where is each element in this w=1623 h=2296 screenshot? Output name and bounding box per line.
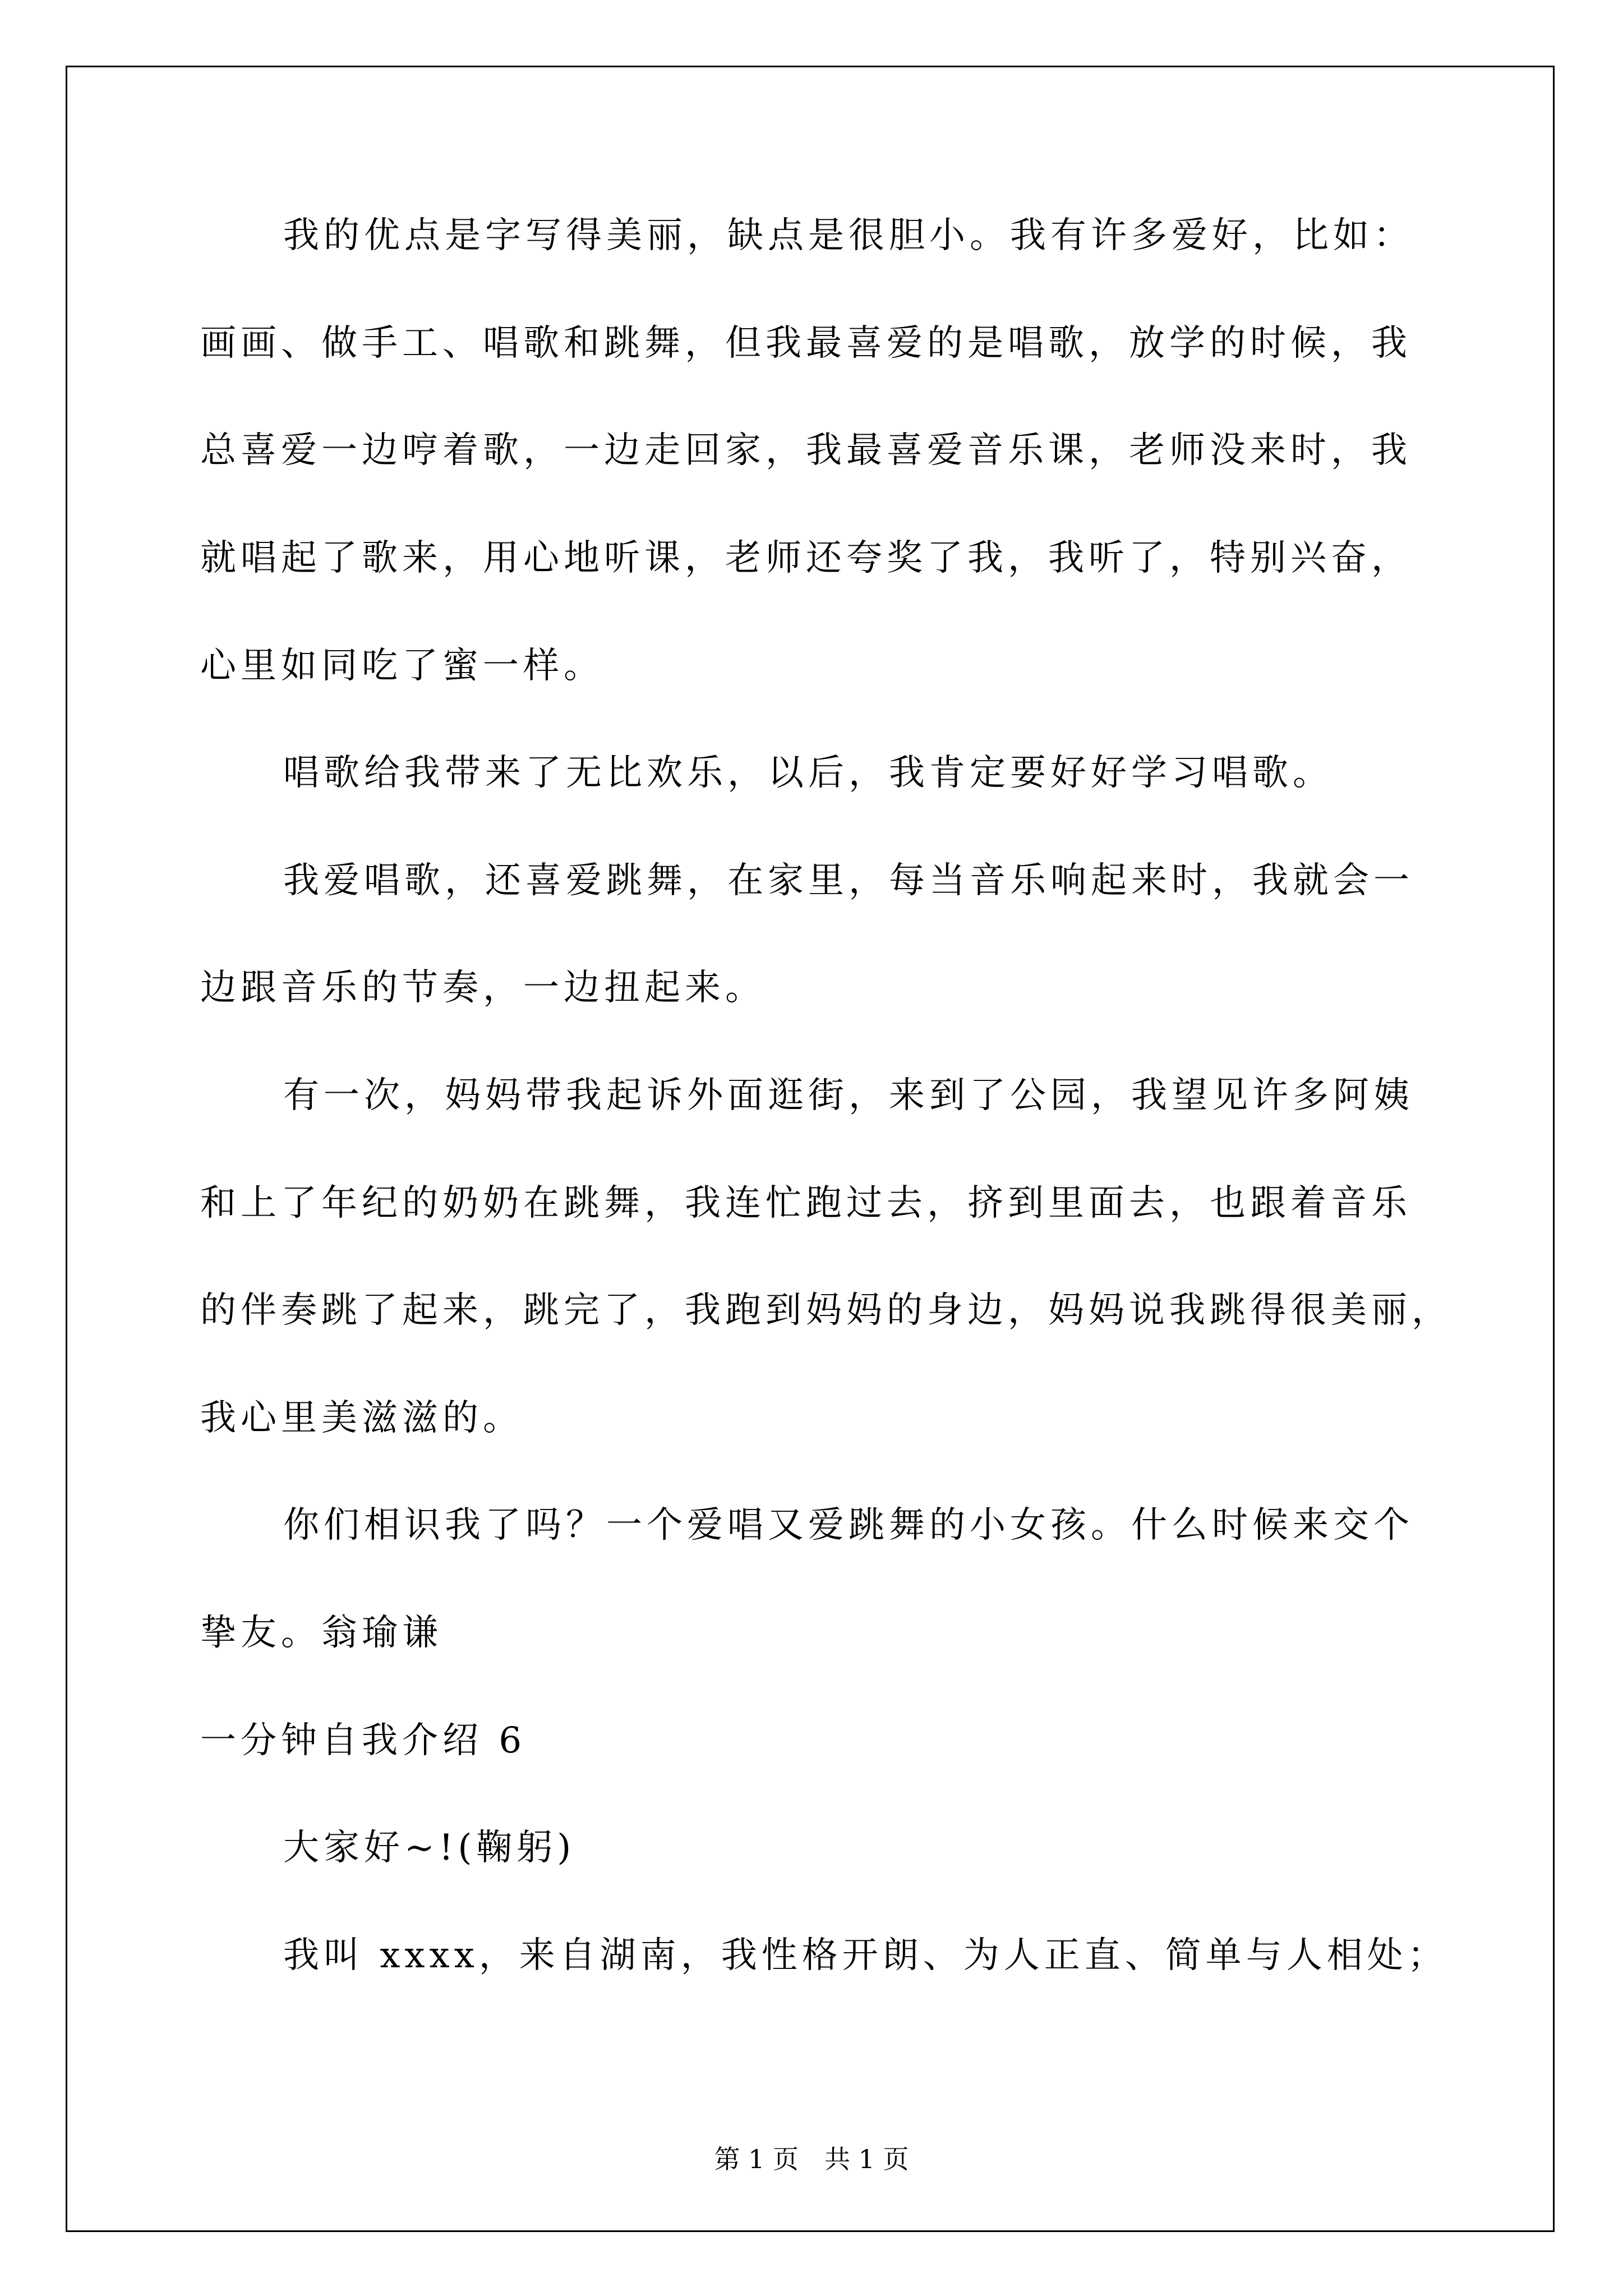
text-line-8: 边跟音乐的节奏，一边扭起来。 <box>200 967 766 1009</box>
text-line-7: 我爱唱歌，还喜爱跳舞，在家里，每当音乐响起来时，我就会一 <box>283 860 1414 901</box>
text-line-12: 我心里美滋滋的。 <box>200 1397 523 1439</box>
page-border <box>66 66 1555 2232</box>
text-line-13: 你们相识我了吗？一个爱唱又爱跳舞的小女孩。什么时候来交个 <box>283 1504 1414 1546</box>
text-line-16: 大家好~!(鞠躬) <box>283 1827 576 1869</box>
text-line-4: 就唱起了歌来，用心地听课，老师还夸奖了我，我听了，特别兴奋， <box>200 537 1412 579</box>
text-line-3: 总喜爱一边哼着歌，一边走回家，我最喜爱音乐课，老师没来时，我 <box>200 430 1412 471</box>
text-line-6: 唱歌给我带来了无比欢乐，以后，我肯定要好好学习唱歌。 <box>283 752 1333 794</box>
text-line-2: 画画、做手工、唱歌和跳舞，但我最喜爱的是唱歌，放学的时候，我 <box>200 323 1412 364</box>
text-line-14: 挚友。翁瑜谦 <box>200 1612 442 1654</box>
text-line-17: 我叫 xxxx，来自湖南，我性格开朗、为人正直、简单与人相处； <box>283 1935 1448 1976</box>
text-line-1: 我的优点是字写得美丽，缺点是很胆小。我有许多爱好，比如： <box>283 215 1414 256</box>
section-heading: 一分钟自我介绍 6 <box>200 1720 527 1761</box>
text-line-9: 有一次，妈妈带我起诉外面逛街，来到了公园，我望见许多阿姨 <box>283 1075 1414 1116</box>
text-line-11: 的伴奏跳了起来，跳完了，我跑到妈妈的身边，妈妈说我跳得很美丽， <box>200 1290 1452 1331</box>
page-number-footer: 第 1 页 共 1 页 <box>714 2144 909 2174</box>
text-line-10: 和上了年纪的奶奶在跳舞，我连忙跑过去，挤到里面去，也跟着音乐 <box>200 1182 1412 1224</box>
text-line-5: 心里如同吃了蜜一样。 <box>200 645 604 687</box>
